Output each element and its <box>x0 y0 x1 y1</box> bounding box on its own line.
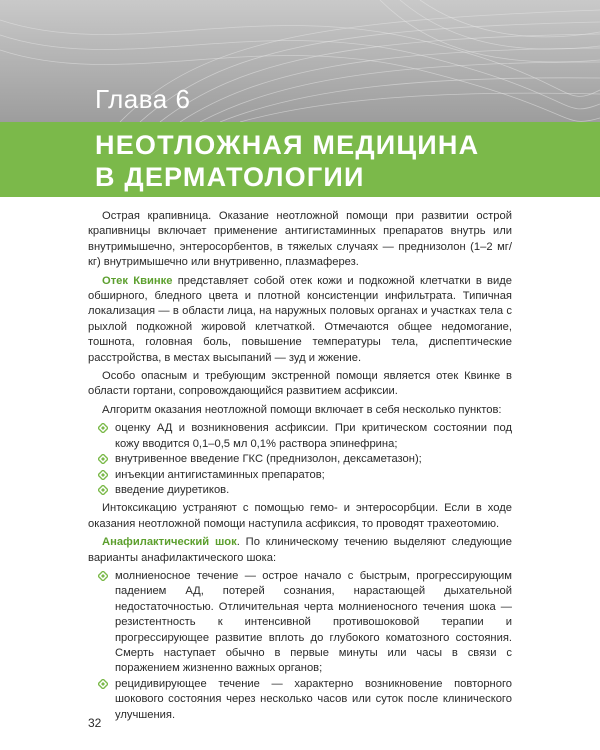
list-item <box>88 569 512 677</box>
chapter-title-band <box>0 122 600 197</box>
paragraph-quincke <box>88 274 512 366</box>
list-item-text: введение диуретиков. <box>115 483 230 496</box>
decorative-wave-pattern <box>0 0 600 122</box>
paragraph-algorithm-intro: Алгоритм оказания неотложной помощи включает в себя несколько пунктов: <box>102 403 502 416</box>
list-item <box>88 452 512 467</box>
chapter-title-line-1: НЕОТЛОЖНАЯ МЕДИЦИНА <box>95 130 480 160</box>
list-item <box>88 483 512 498</box>
shock-variants-list <box>88 569 512 723</box>
chapter-body <box>88 209 512 726</box>
diamond-bullet-icon <box>98 679 108 689</box>
list-item-text: внутривенное введение ГКС (преднизолон, дексаметазон); <box>115 453 422 466</box>
list-item-text: рецидивирующее течение — характерно возникновение повторного шокового состояния через несколько часов или суток после клинического улучшения. <box>115 677 512 721</box>
paragraph-anaphylaxis-text: . По клиническому течению выделяют следующие варианты анафилактического шока: <box>88 536 512 564</box>
list-item-text: инъекции антигистаминных препаратов; <box>115 468 325 481</box>
list-item <box>88 677 512 723</box>
algorithm-list <box>88 421 512 498</box>
list-item <box>88 468 512 483</box>
chapter-label: Глава 6 <box>95 84 191 114</box>
term-anaphylactic-shock: Анафилактический шок <box>102 536 237 549</box>
chapter-header-banner <box>0 0 600 122</box>
diamond-bullet-icon <box>98 571 108 581</box>
diamond-bullet-icon <box>98 454 108 464</box>
diamond-bullet-icon <box>98 470 108 480</box>
list-item-text: молниеносное течение — острое начало с быстрым, прогрессирующим падением АД, потерей сознания, нарастающей дыхательной недостаточностью. Отличительная черта молниеносного течения шока — резистентность к интенсивной противошоковой терапии и прогрессирующее развитие вплоть до глубокого коматозного состояния. Смерть наступает обычно в первые минуты или часы в связи с поражением жизненно важных органов; <box>115 569 512 675</box>
term-quincke-edema: Отек Квинке <box>102 274 173 287</box>
list-item <box>88 421 512 452</box>
paragraph-urticaria: Острая крапивница. Оказание неотложной помощи при развитии острой крапивницы включает применение антигистаминных препаратов внутрь или внутримышечно, энтеросорбентов, в тяжелых случаях — преднизолон (1–2 мг/кг) внутримышечно или внутривенно, плазмаферез. <box>88 210 512 269</box>
paragraph-anaphylaxis <box>88 535 512 566</box>
page-number: 32 <box>88 716 102 730</box>
diamond-bullet-icon <box>98 485 108 495</box>
paragraph-larynx-edema: Особо опасным и требующим экстренной помощи является отек Квинке в области гортани, сопровождающийся развитием асфиксии. <box>88 370 512 398</box>
paragraph-quincke-text: представляет собой отек кожи и подкожной клетчатки в виде обширного, бледного цвета и плотной консистенции инфильтрата. Типичная локализация — в области лица, на наружных половых органах и участках тела с рыхлой подкожной жировой клетчаткой. Отмечаются общее недомогание, тошнота, головная боль, повышение температуры тела, диспептические расстройства, в местах высыпаний — зуд и жжение. <box>88 274 512 364</box>
chapter-title-line-2: В ДЕРМАТОЛОГИИ <box>95 162 365 192</box>
paragraph-intoxication: Интоксикацию устраняют с помощью гемо- и энтеросорбции. Если в ходе оказания неотложной помощи наступила асфиксия, то проводят трахеотомию. <box>88 502 512 530</box>
diamond-bullet-icon <box>98 423 108 433</box>
list-item-text: оценку АД и возникновения асфиксии. При критическом состоянии под кожу вводится 0,1–0,5 мл 0,1% раствора эпинефрина; <box>115 422 512 450</box>
